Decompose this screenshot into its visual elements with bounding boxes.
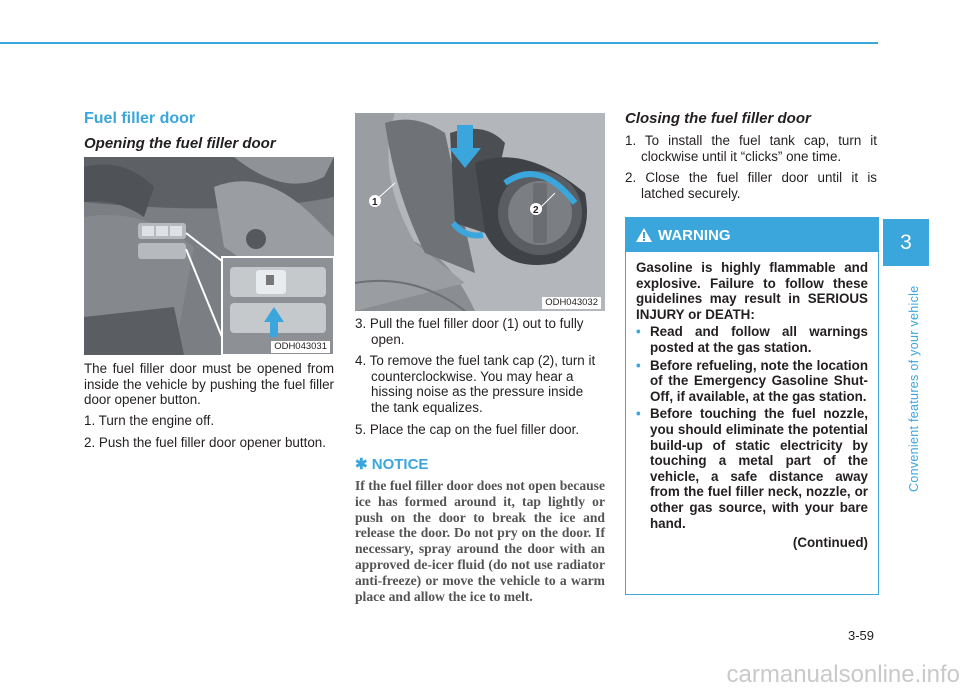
chapter-title-vertical xyxy=(905,270,925,495)
warning-bullet-text: Before refueling, note the location of the Emergency Gasoline Shut-Off, if available, at the gas station. xyxy=(650,357,868,404)
list-item: 5. Place the cap on the fuel filler door. xyxy=(355,421,580,437)
bullet-dot-icon: • xyxy=(636,406,641,422)
chapter-title: Convenient features of your vehicle xyxy=(907,285,921,492)
callout-1: 1 xyxy=(372,197,378,208)
warning-bullet-text: Before touching the fuel nozzle, you should eliminate the potential build-up of static electricity by touching a metal part of the vehicle, a safe distance away from the fuel filler neck, nozzle, or other gas source, with your bare hand. xyxy=(650,406,868,531)
warning-title: WARNING xyxy=(658,226,731,244)
warning-triangle-icon xyxy=(636,228,652,242)
asterisk-icon: ✱ xyxy=(355,456,368,473)
figure-code-middle: ODH043032 xyxy=(542,297,601,309)
bullet-dot-icon: • xyxy=(636,357,641,373)
page-number: 3-59 xyxy=(847,628,874,643)
dashboard-illustration xyxy=(84,157,334,355)
warning-continued: (Continued) xyxy=(792,535,868,551)
warning-bullet-text: Read and follow all warnings posted at the gas station. xyxy=(650,324,868,355)
figure-fuel-cap xyxy=(355,113,605,311)
fuel-door-illustration xyxy=(355,113,605,311)
list-item: 3. Pull the fuel filler door (1) out to fully open. xyxy=(355,316,584,347)
figure-code-left: ODH043031 xyxy=(271,341,330,353)
warning-content xyxy=(626,252,878,551)
list-item: 2. Close the fuel filler door until it is latched securely. xyxy=(625,170,877,201)
watermark: carmanualsonline.info xyxy=(726,661,960,688)
warning-bullet xyxy=(636,406,868,531)
chapter-number-tab: 3 xyxy=(883,219,929,266)
bullet-dot-icon: • xyxy=(636,324,641,340)
warning-bullet xyxy=(636,358,868,405)
notice-heading xyxy=(355,455,428,473)
warning-intro: Gasoline is highly flammable and explosive. Failure to follow these guidelines may result in SERIOUS INJURY or DEATH: xyxy=(636,260,868,322)
opening-heading: Opening the fuel filler door xyxy=(84,135,276,152)
list-item: 1. To install the fuel tank cap, turn it clockwise until it “clicks” one time. xyxy=(625,133,877,164)
opening-steps xyxy=(84,413,334,456)
warning-bullet xyxy=(636,324,868,355)
warning-box xyxy=(625,217,879,595)
list-item: 4. To remove the fuel tank cap (2), turn it counterclockwise. You may hear a hissing noise as the pressure inside the tank equalizes. xyxy=(355,353,596,415)
figure-dashboard-opener xyxy=(84,157,334,355)
callout-2: 2 xyxy=(533,205,539,216)
header-rule xyxy=(0,42,878,44)
list-item: 2. Push the fuel filler door opener button. xyxy=(84,434,326,450)
middle-steps xyxy=(355,316,605,443)
warning-header xyxy=(626,218,878,252)
list-item: 1. Turn the engine off. xyxy=(84,413,215,428)
opening-paragraph: The fuel filler door must be opened from inside the vehicle by pushing the fuel filler door opener button. xyxy=(84,361,334,408)
section-title: Fuel filler door xyxy=(84,110,196,127)
closing-steps xyxy=(625,133,877,207)
notice-title: NOTICE xyxy=(371,456,429,473)
notice-text: If the fuel filler door does not open because ice has formed around it, tap lightly or push on the door to break the ice and release the door. Do not pry on the door. If necessary, spray around the door with an approved de-icer fluid (do not use radiator anti-freeze) or move the vehicle to a warm place and allow the ice to melt. xyxy=(355,478,605,604)
closing-heading: Closing the fuel filler door xyxy=(625,110,811,127)
